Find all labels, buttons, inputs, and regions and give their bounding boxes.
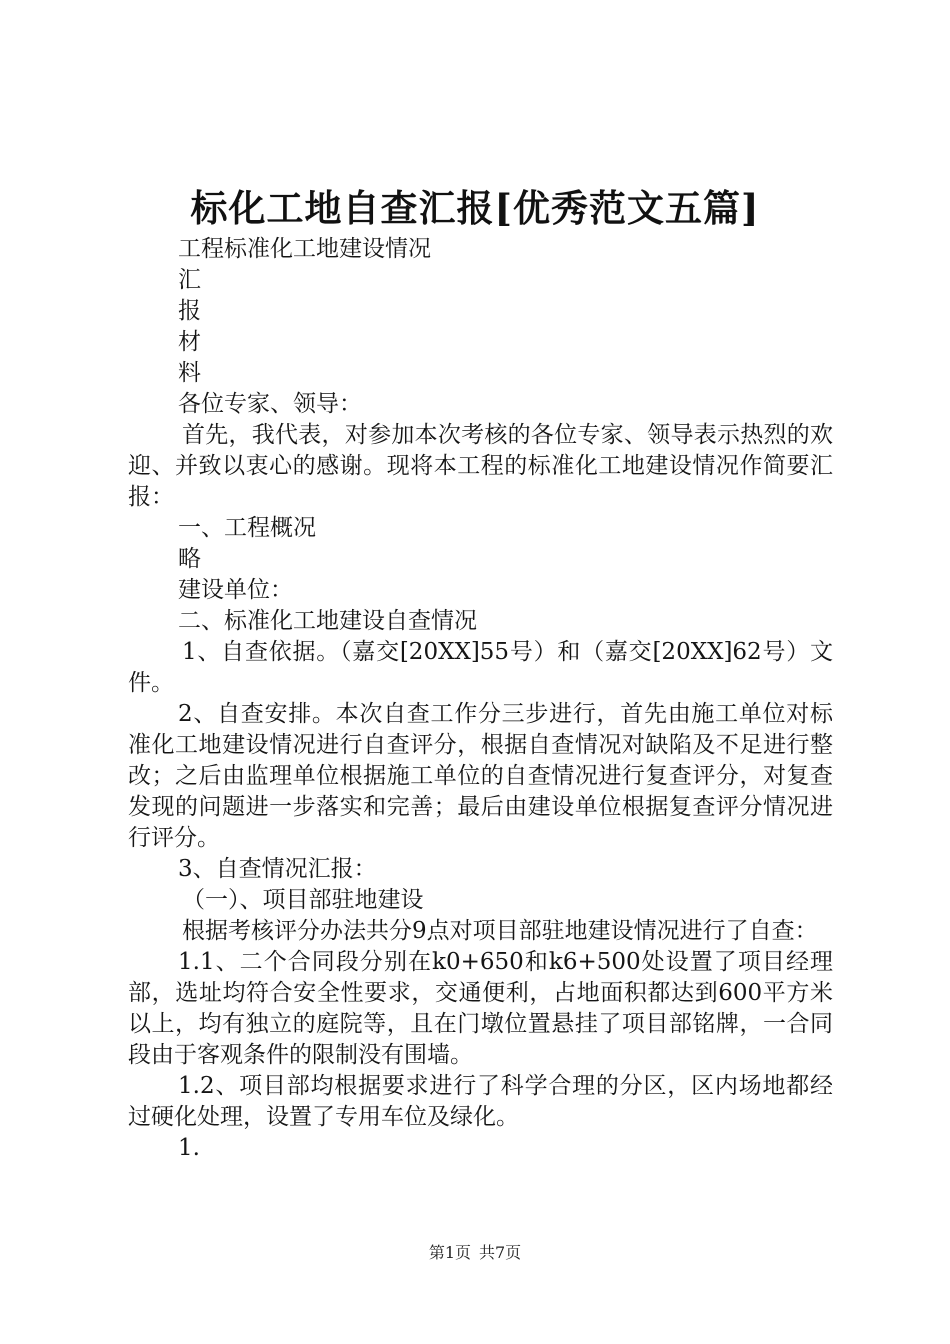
paragraph-scoring: 根据考核评分办法共分9点对项目部驻地建设情况进行了自查： xyxy=(182,918,818,944)
paragraph-opening: 首先，我代表，对参加本次考核的各位专家、领导表示热烈的欢迎、并致以衷心的感谢。现将本工程的标准化工地建设情况作简要汇报： xyxy=(128,422,833,510)
page-number: 第1页 xyxy=(428,1243,471,1262)
paragraph-hui: 汇 xyxy=(178,267,201,293)
document-title: 标化工地自查汇报[优秀范文五篇] xyxy=(190,186,760,230)
paragraph-construction-unit: 建设单位： xyxy=(178,577,293,603)
paragraph-report-heading: 3、自查情况汇报： xyxy=(178,856,377,882)
paragraph-subtitle: 工程标准化工地建设情况 xyxy=(178,236,431,262)
paragraph-item-1-1: 1.1、二个合同段分别在k0+650和k6+500处设置了项目经理部，选址均符合安全性要求，交通便利，占地面积都达到600平方米以上，均有独立的庭院等，且在门墩位置悬挂了项目部铭牌，一合同段由于客观条件的限制没有围墙。 xyxy=(128,949,833,1068)
page-total: 共7页 xyxy=(479,1243,522,1262)
paragraph-bao: 报 xyxy=(178,298,201,324)
paragraph-item-1-2: 1.2、项目部均根据要求进行了科学合理的分区，区内场地都经过硬化处理，设置了专用车位及绿化。 xyxy=(128,1073,833,1130)
paragraph-liao: 料 xyxy=(178,360,201,386)
section-heading-self-check: 二、标准化工地建设自查情况 xyxy=(178,608,477,634)
paragraph-arrangement: 2、自查安排。本次自查工作分三步进行，首先由施工单位对标准化工地建设情况进行自查评分，根据自查情况对缺陷及不足进行整改；之后由监理单位根据施工单位的自查情况进行复查评分，对复查发现的问题进一步落实和完善；最后由建设单位根据复查评分情况进行评分。 xyxy=(128,701,833,851)
paragraph-salutation: 各位专家、领导： xyxy=(178,391,362,417)
paragraph-basis: 1、自查依据。（嘉交[20XX]55号）和（嘉交[20XX]62号）文件。 xyxy=(128,639,833,696)
document-body xyxy=(128,234,833,1164)
paragraph-cai: 材 xyxy=(178,329,201,355)
subsection-heading-site: （一）、项目部驻地建设 xyxy=(182,887,424,913)
page-footer xyxy=(0,1243,950,1263)
paragraph-omitted: 略 xyxy=(178,546,201,572)
paragraph-item-1-3: 1. xyxy=(178,1135,200,1161)
section-heading-overview: 一、工程概况 xyxy=(178,515,316,541)
